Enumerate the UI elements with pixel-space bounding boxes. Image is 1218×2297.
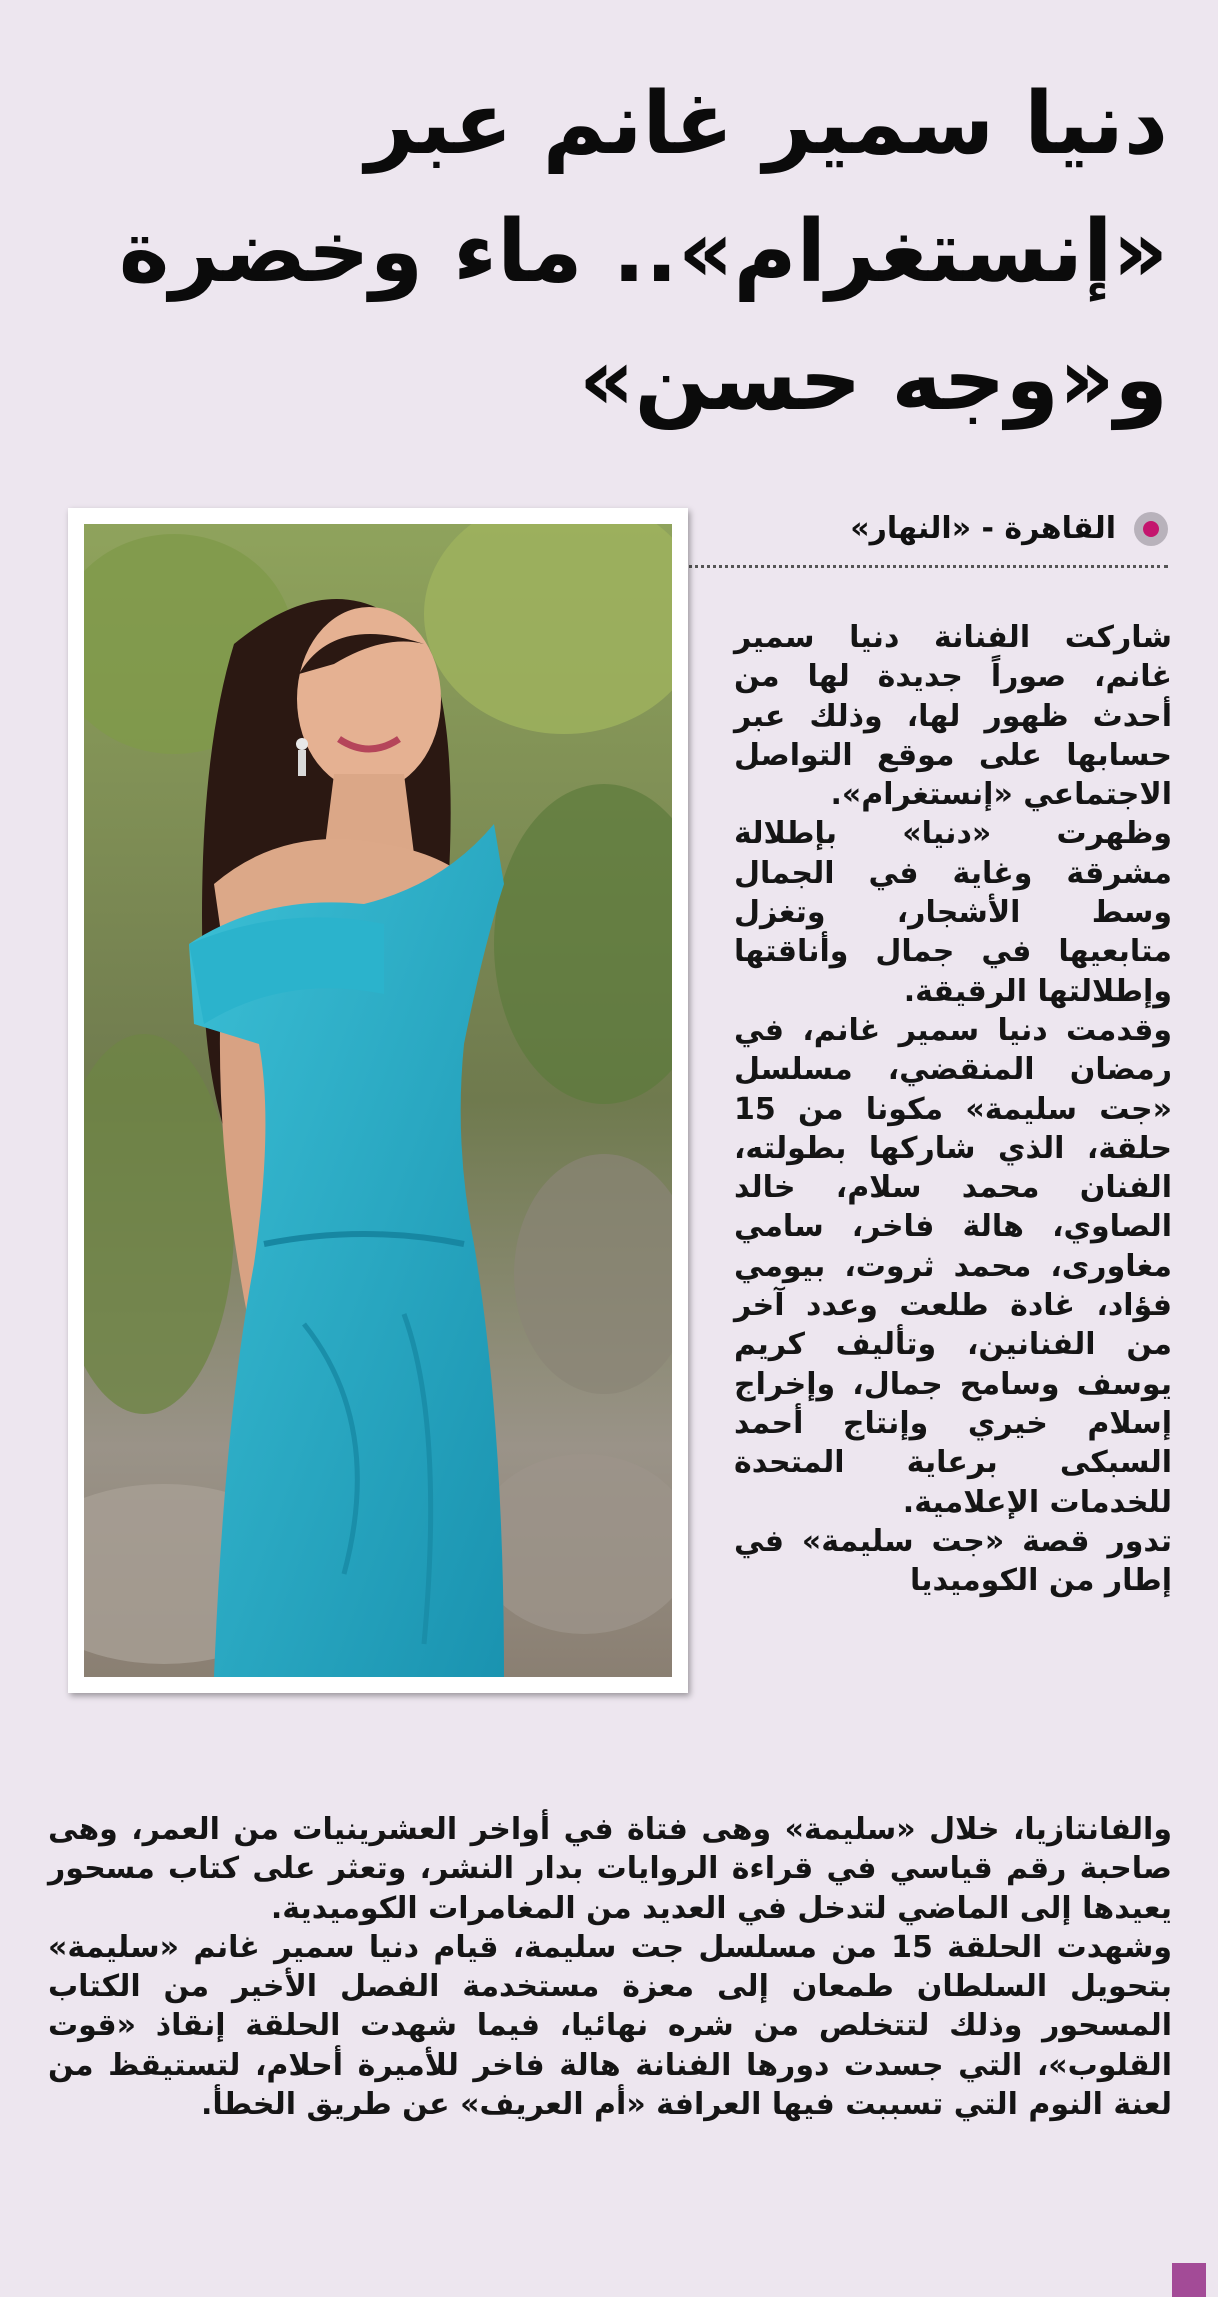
article-body-full: [48, 1810, 1172, 2124]
body-paragraph: وقدمت دنيا سمير غانم، في رمضان المنقضي، مسلسل «جت سليمة» مكونا من 15 حلقة، الذي شاركها بطولته، الفنان محمد سلام، خالد الصاوي، هالة فاخر، سامي مغاورى، محمد ثروت، بيومي فؤاد، غادة طلعت وعدد آخر من الفنانين، وتأليف كريم يوسف وسامح جمال، وإخراج إسلام خيري وإنتاج أحمد السبكى برعاية المتحدة للخدمات الإعلامية.: [734, 1012, 1172, 1520]
dateline-bullet-icon: [1134, 512, 1168, 546]
body-paragraph: وشهدت الحلقة 15 من مسلسل جت سليمة، قيام دنيا سمير غانم «سليمة» بتحويل السلطان طمعان إلى معزة مستخدمة الفصل الأخير من الكتاب المسحور وذلك لتتخلص من شره نهائيا، فيما شهدت الحلقة إنقاذ «قوت القلوب»، التي جسدت دورها الفنانة هالة فاخر للأميرة أحلام، لتستيقظ من لعنة النوم التي تسببت فيها العرافة «أم العريف» عن طريق الخطأ.: [48, 1929, 1172, 2123]
headline-line: «إنستغرام».. ماء وخضرة: [118, 202, 1168, 302]
dateline-text: القاهرة - «النهار»: [850, 511, 1116, 546]
body-paragraph: وظهرت «دنيا» بإطلالة مشرقة وغاية في الجمال وسط الأشجار، وتغزل متابعيها في جمال وأناقتها وإطلالتها الرقيقة.: [734, 816, 1172, 1009]
body-paragraph: شاركت الفنانة دنيا سمير غانم، صوراً جديدة لها من أحدث ظهور لها، وذلك عبر حسابها على موقع التواصل الاجتماعي «إنستغرام».: [734, 620, 1172, 813]
headline-line: و«وجه حسن»: [579, 330, 1168, 430]
article-body-column: [734, 618, 1172, 1600]
body-paragraph: تدور قصة «جت سليمة» في إطار من الكوميديا: [734, 1523, 1172, 1599]
article-photo: [84, 524, 672, 1677]
dateline: [628, 498, 1168, 568]
article-photo-frame: [68, 508, 688, 1693]
headline: [68, 60, 1168, 444]
page-corner-mark: [1172, 2263, 1206, 2297]
body-paragraph: والفانتازيا، خلال «سليمة» وهى فتاة في أواخر العشرينيات من العمر، وهى صاحبة رقم قياسي في قراءة الروايات بدار النشر، وتعثر على كتاب مسحور يعيدها إلى الماضي لتدخل في العديد من المغامرات الكوميدية.: [48, 1812, 1172, 1926]
headline-line: دنيا سمير غانم عبر: [365, 74, 1168, 174]
